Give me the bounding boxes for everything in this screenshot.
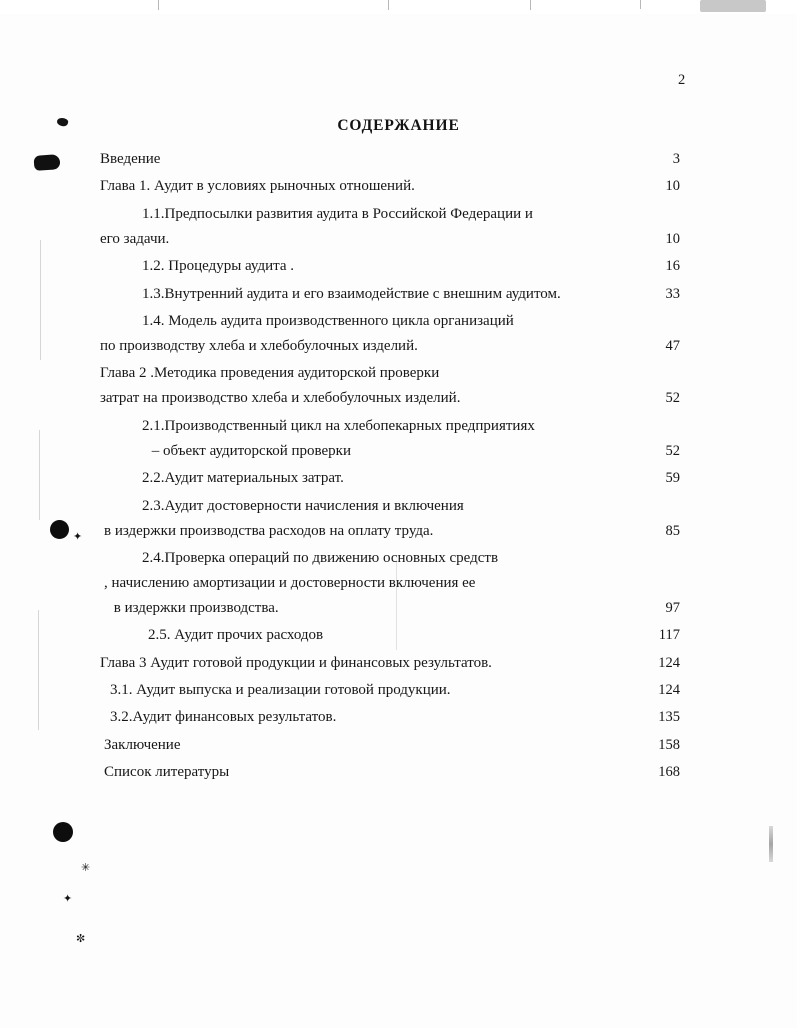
toc-entry-label: 1.4. Модель аудита производственного цикла организаций bbox=[142, 312, 514, 329]
toc-entry[interactable] bbox=[100, 150, 680, 169]
toc-entry[interactable] bbox=[100, 442, 680, 461]
toc-entry[interactable] bbox=[100, 205, 680, 224]
scan-top-margin bbox=[0, 0, 797, 14]
ink-blemish-icon bbox=[34, 154, 61, 171]
toc-entry[interactable] bbox=[100, 257, 680, 276]
scan-line bbox=[40, 240, 41, 360]
toc-entry-label: Глава 2 .Методика проведения аудиторской проверки bbox=[100, 365, 440, 382]
toc-entry-label: – объект аудиторской проверки bbox=[148, 442, 351, 459]
scan-line bbox=[38, 610, 39, 730]
toc-entry-page: 52 bbox=[665, 442, 680, 459]
toc-entry[interactable] bbox=[100, 736, 680, 755]
scan-tick bbox=[530, 0, 531, 10]
toc-entry-label: 1.2. Процедуры аудита . bbox=[142, 258, 295, 275]
ink-blemish-icon bbox=[53, 822, 73, 842]
toc-entry-label: 3.2.Аудит финансовых результатов. bbox=[110, 709, 337, 726]
toc-entry-page: 47 bbox=[665, 337, 680, 354]
toc-entry-page: 10 bbox=[665, 178, 680, 195]
toc-entry[interactable] bbox=[100, 389, 680, 408]
table-of-contents bbox=[100, 150, 680, 791]
toc-entry-page: 97 bbox=[665, 599, 680, 616]
toc-entry[interactable] bbox=[100, 681, 680, 700]
toc-entry-label: 2.4.Проверка операций по движению основных средств bbox=[142, 549, 499, 566]
scan-line bbox=[39, 430, 40, 520]
toc-entry-label: 1.3.Внутренний аудита и его взаимодействие с внешним аудитом. bbox=[142, 285, 561, 302]
toc-entry[interactable] bbox=[100, 574, 680, 593]
scan-smudge bbox=[700, 0, 766, 12]
toc-entry[interactable] bbox=[100, 364, 680, 383]
toc-entry[interactable] bbox=[100, 654, 680, 673]
toc-entry[interactable] bbox=[100, 417, 680, 436]
ink-speck-icon: ✦ bbox=[63, 892, 73, 905]
toc-entry[interactable] bbox=[100, 285, 680, 304]
toc-entry-page: 85 bbox=[665, 522, 680, 539]
toc-entry-label: Введение bbox=[100, 151, 161, 167]
toc-entry-page: 158 bbox=[658, 736, 680, 753]
toc-entry[interactable] bbox=[100, 599, 680, 618]
toc-entry[interactable] bbox=[100, 230, 680, 249]
toc-entry-label: 2.3.Аудит достоверности начисления и включения bbox=[142, 497, 464, 514]
toc-entry-page: 3 bbox=[672, 151, 680, 167]
toc-entry[interactable] bbox=[100, 469, 680, 488]
ink-speck-icon: ✦ bbox=[73, 530, 83, 543]
toc-entry-page: 168 bbox=[658, 764, 680, 781]
toc-entry[interactable] bbox=[100, 497, 680, 516]
toc-entry-label: в издержки производства. bbox=[110, 599, 279, 616]
page-title: СОДЕРЖАНИЕ bbox=[337, 117, 460, 134]
toc-entry-label: в издержки производства расходов на оплату труда. bbox=[104, 522, 434, 539]
toc-entry-page: 135 bbox=[658, 709, 680, 726]
toc-entry[interactable] bbox=[100, 626, 680, 645]
toc-entry-label: Список литературы bbox=[104, 764, 230, 781]
toc-entry-label: 2.2.Аудит материальных затрат. bbox=[142, 470, 344, 487]
toc-entry-label: Заключение bbox=[104, 736, 181, 753]
scan-tick bbox=[640, 0, 641, 9]
toc-entry-label: 2.5. Аудит прочих расходов bbox=[148, 627, 324, 644]
toc-entry[interactable] bbox=[100, 177, 680, 196]
toc-entry-label: его задачи. bbox=[100, 230, 170, 247]
toc-entry[interactable] bbox=[100, 522, 680, 541]
ink-blemish-icon bbox=[50, 520, 69, 539]
toc-entry[interactable] bbox=[100, 763, 680, 782]
page-number: 2 bbox=[678, 72, 686, 88]
scan-edge-mark bbox=[769, 826, 773, 862]
ink-speck-icon: ✳ bbox=[81, 861, 91, 874]
toc-entry[interactable] bbox=[100, 337, 680, 356]
scan-tick bbox=[388, 0, 389, 10]
toc-entry-page: 52 bbox=[665, 390, 680, 407]
toc-entry-page: 117 bbox=[658, 627, 680, 644]
toc-entry-label: 2.1.Производственный цикл на хлебопекарных предприятиях bbox=[142, 417, 535, 434]
toc-entry-page: 59 bbox=[665, 470, 680, 487]
toc-entry-page: 124 bbox=[658, 682, 680, 699]
toc-entry-label: по производству хлеба и хлебобулочных изделий. bbox=[100, 337, 418, 354]
toc-entry-label: Глава 3 Аудит готовой продукции и финансовых результатов. bbox=[100, 654, 492, 671]
toc-entry-label: Глава 1. Аудит в условиях рыночных отношений. bbox=[100, 178, 415, 195]
ink-speck-icon: ✼ bbox=[76, 932, 86, 945]
toc-entry-label: , начислению амортизации и достоверности включения ее bbox=[104, 574, 476, 591]
scan-tick bbox=[158, 0, 159, 10]
toc-entry-page: 10 bbox=[665, 230, 680, 247]
toc-entry[interactable] bbox=[100, 549, 680, 568]
toc-entry[interactable] bbox=[100, 708, 680, 727]
toc-entry[interactable] bbox=[100, 312, 680, 331]
toc-entry-label: затрат на производство хлеба и хлебобулочных изделий. bbox=[100, 390, 461, 407]
toc-entry-page: 33 bbox=[665, 285, 680, 302]
toc-entry-label: 3.1. Аудит выпуска и реализации готовой продукции. bbox=[110, 682, 451, 699]
toc-entry-label: 1.1.Предпосылки развития аудита в Российской Федерации и bbox=[142, 205, 533, 222]
toc-entry-page: 124 bbox=[658, 654, 680, 671]
toc-entry-page: 16 bbox=[665, 258, 680, 275]
